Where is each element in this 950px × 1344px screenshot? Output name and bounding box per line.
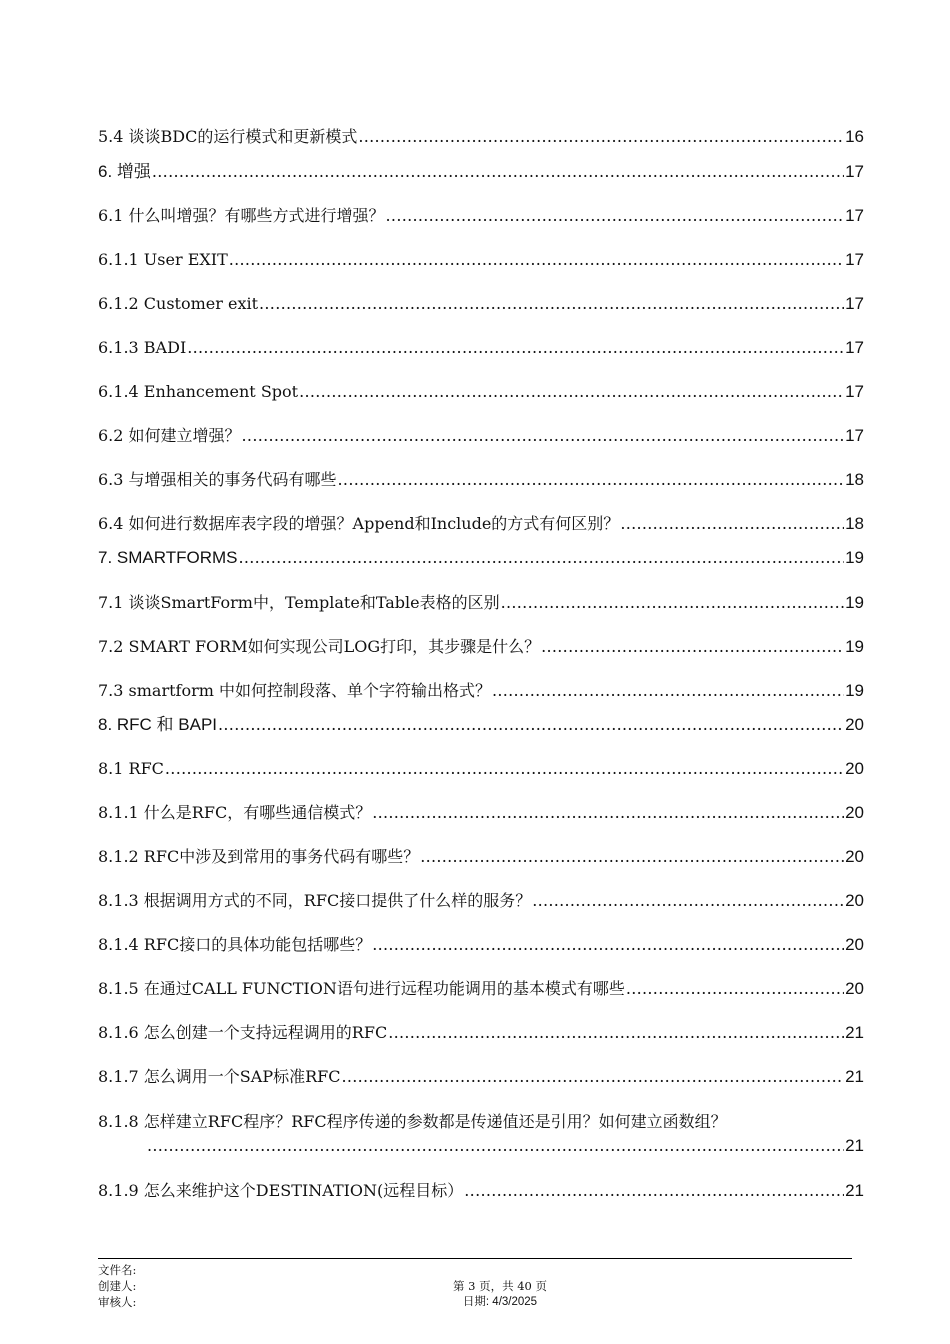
toc-dot-leader: [165, 759, 844, 779]
toc-page-number: 21: [845, 1023, 864, 1042]
toc-entry[interactable]: [98, 593, 864, 613]
toc-dot-leader: [386, 206, 845, 226]
toc-entry[interactable]: [98, 206, 864, 226]
footer-meta: [98, 1262, 136, 1310]
toc-dot-leader: [420, 847, 844, 867]
toc-entry-text: 6.1 什么叫增强？有哪些方式进行增强？: [98, 206, 385, 225]
toc-dot-leader: [541, 637, 844, 657]
toc-entry-heading[interactable]: [98, 548, 864, 568]
toc-dot-leader: [152, 162, 844, 182]
toc-entry-text: 8.1.6 怎么创建一个支持远程调用的RFC: [98, 1023, 388, 1042]
toc-dot-leader: [338, 470, 845, 490]
toc-page-number: 17: [845, 162, 864, 181]
footer-date: 日期: 4/3/2025: [462, 1296, 538, 1308]
toc-page-number: 20: [845, 891, 864, 910]
toc-entry[interactable]: [98, 426, 864, 446]
toc-entry[interactable]: [98, 470, 864, 490]
toc-entry[interactable]: [98, 1023, 864, 1043]
toc-page-number: 19: [845, 637, 864, 656]
toc-page-number: 17: [845, 426, 864, 445]
toc-dot-leader: [242, 426, 845, 446]
toc-dot-leader: [492, 681, 844, 701]
toc-entry[interactable]: [98, 935, 864, 955]
toc-entry-text: 7.1 谈谈SmartForm中，Template和Table表格的区别: [98, 593, 500, 612]
toc-dot-leader: [372, 935, 844, 955]
toc-page-number: 19: [845, 548, 864, 567]
toc-entry-text: 6.2 如何建立增强？: [98, 426, 241, 445]
toc-entry-text: 7.3 smartform 中如何控制段落、单个字符输出格式？: [98, 681, 491, 700]
toc-page-number: 21: [845, 1136, 864, 1155]
toc-entry[interactable]: [98, 1067, 864, 1087]
toc-page-number: 17: [845, 338, 864, 357]
toc-dot-leader: [147, 1136, 844, 1156]
toc-entry[interactable]: [98, 250, 864, 270]
toc-entry[interactable]: [98, 891, 864, 911]
toc-dot-leader: [626, 979, 844, 999]
toc-entry[interactable]: [98, 847, 864, 867]
toc-page-number: 20: [845, 847, 864, 866]
toc-entry[interactable]: [98, 294, 864, 314]
toc-entry[interactable]: [98, 803, 864, 823]
toc-dot-leader: [238, 548, 844, 568]
toc-entry-text: 8.1 RFC: [98, 759, 164, 778]
toc-entry[interactable]: [98, 681, 864, 701]
toc-entry[interactable]: [98, 979, 864, 999]
toc-entry-text: 8. RFC 和 BAPI: [98, 715, 218, 734]
toc-dot-leader: [464, 1181, 844, 1201]
toc-page-number: 19: [845, 681, 864, 700]
toc-page-number: 17: [845, 250, 864, 269]
toc-entry-text: 8.1.7 怎么调用一个SAP标准RFC: [98, 1067, 341, 1086]
toc-entry[interactable]: [98, 1181, 864, 1201]
toc-entry-text: 8.1.8 怎样建立RFC程序？RFC程序传递的参数都是传递值还是引用？如何建立函数组？: [98, 1112, 727, 1131]
toc-entry[interactable]: [98, 514, 864, 534]
footer-divider: [98, 1258, 852, 1259]
toc-entry-text: 7.2 SMART FORM如何实现公司LOG打印，其步骤是什么？: [98, 637, 541, 656]
toc-page-number: 17: [845, 294, 864, 313]
footer-reviewer-label: 审核人:: [98, 1295, 137, 1309]
toc-dot-leader: [341, 1067, 844, 1087]
toc-entry-text: 6.4 如何进行数据库表字段的增强？Append和Include的方式有何区别？: [98, 514, 620, 533]
toc-entry-text: 5.4 谈谈BDC的运行模式和更新模式: [98, 127, 358, 146]
toc-entry[interactable]: [98, 759, 864, 779]
toc-entry-text: 8.1.5 在通过CALL FUNCTION语句进行远程功能调用的基本模式有哪些: [98, 979, 625, 998]
toc-entry[interactable]: [98, 127, 864, 147]
toc-entry-text: 6.1.4 Enhancement Spot: [98, 382, 299, 401]
toc-entry-heading[interactable]: [98, 162, 864, 182]
toc-page-number: 21: [845, 1181, 864, 1200]
toc-dot-leader: [229, 250, 844, 270]
toc-dot-leader: [299, 382, 844, 402]
toc-entry-text: 6.1.2 Customer exit: [98, 294, 259, 313]
toc-entry[interactable]: [98, 637, 864, 657]
toc-page-number: 20: [845, 759, 864, 778]
toc-dot-leader: [501, 593, 844, 613]
toc-entry-text: 6.3 与增强相关的事务代码有哪些: [98, 470, 337, 489]
toc-entry-text: 8.1.2 RFC中涉及到常用的事务代码有哪些？: [98, 847, 420, 866]
toc-entry-text: 6.1.1 User EXIT: [98, 250, 228, 269]
toc-dot-leader: [218, 715, 844, 735]
toc-entry-wrapped[interactable]: [98, 1112, 864, 1156]
toc-page-number: 21: [845, 1067, 864, 1086]
toc-entry-text: 6. 增强: [98, 162, 151, 181]
footer-page-number: 第 3 页，共 40 页: [452, 1279, 548, 1293]
toc-entry[interactable]: [98, 382, 864, 402]
toc-entry-text: 8.1.9 怎么来维护这个DESTINATION(远程目标）: [98, 1181, 464, 1200]
toc-page-number: 20: [845, 715, 864, 734]
footer-creator-label: 创建人:: [98, 1279, 137, 1293]
toc-dot-leader: [187, 338, 844, 358]
toc-page-number: 17: [845, 382, 864, 401]
toc-dot-leader: [372, 803, 844, 823]
toc-entry-text: 8.1.1 什么是RFC，有哪些通信模式？: [98, 803, 372, 822]
toc-page-number: 20: [845, 979, 864, 998]
toc-entry-text: 6.1.3 BADI: [98, 338, 187, 357]
toc-dot-leader: [388, 1023, 844, 1043]
toc-dot-leader: [532, 891, 844, 911]
footer-page-info: [420, 1278, 580, 1310]
toc-entry[interactable]: [98, 338, 864, 358]
toc-dot-leader: [620, 514, 844, 534]
toc-page-number: 18: [845, 470, 864, 489]
toc-page-number: 17: [845, 206, 864, 225]
toc-page-number: 16: [845, 127, 864, 146]
toc-dot-leader: [259, 294, 844, 314]
footer-file-label: 文件名:: [98, 1263, 137, 1277]
toc-dot-leader: [358, 127, 844, 147]
toc-entry-text: 8.1.3 根据调用方式的不同，RFC接口提供了什么样的服务？: [98, 891, 532, 910]
toc-page-number: 19: [845, 593, 864, 612]
toc-entry-text: 7. SMARTFORMS: [98, 548, 238, 567]
toc-page-number: 20: [845, 803, 864, 822]
toc-entry-text: 8.1.4 RFC接口的具体功能包括哪些？: [98, 935, 372, 954]
toc-entry-heading[interactable]: [98, 715, 864, 735]
toc-entry-continuation: [98, 1136, 864, 1156]
toc-page-number: 18: [845, 514, 864, 533]
toc-page-number: 20: [845, 935, 864, 954]
